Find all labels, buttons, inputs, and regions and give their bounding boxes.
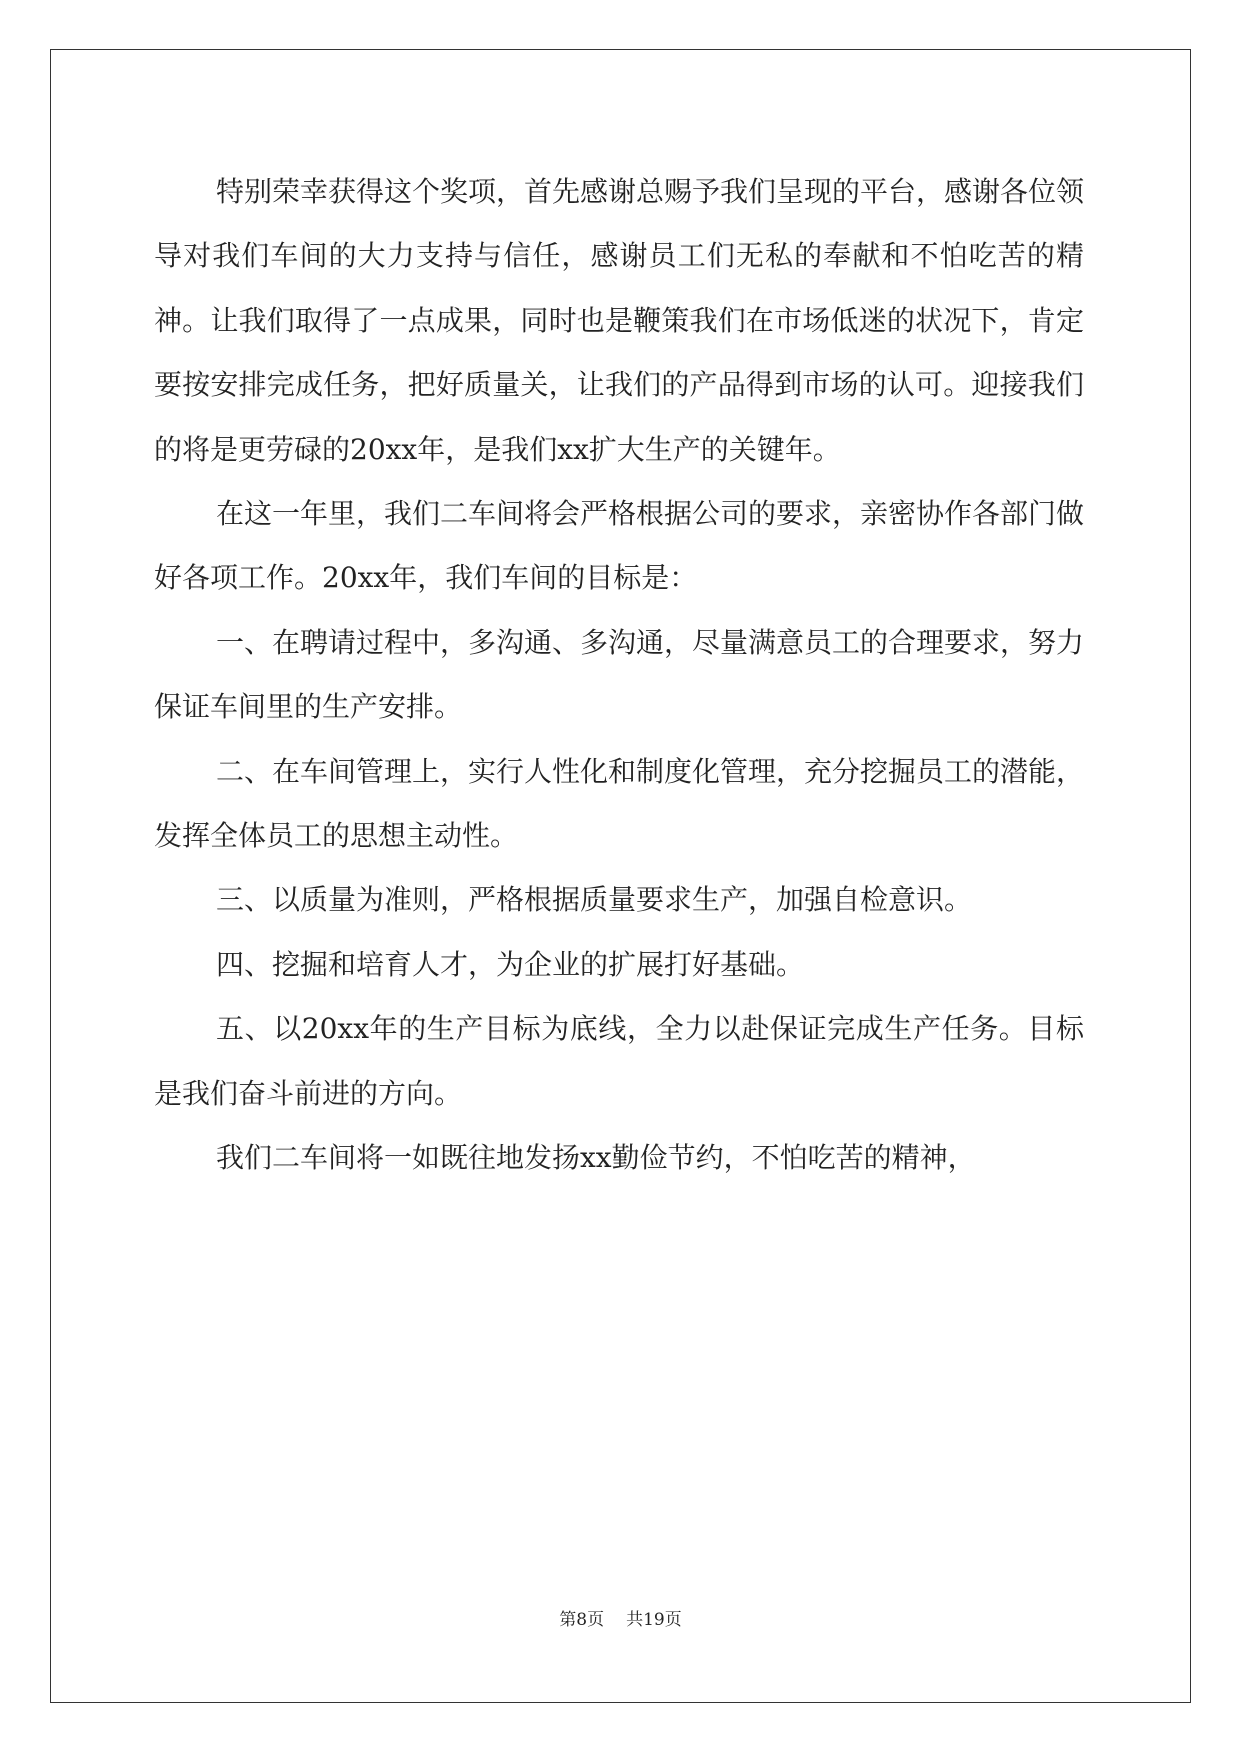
page-footer bbox=[0, 1605, 1241, 1630]
paragraph: 我们二车间将一如既往地发扬xx勤俭节约，不怕吃苦的精神， bbox=[216, 1141, 976, 1175]
current-page-label: 第8页 bbox=[559, 1610, 605, 1630]
paragraph: 特别荣幸获得这个奖项，首先感谢总赐予我们呈现的平台，感谢各位领导对我们车间的大力支持与信任，感谢员工们无私的奉献和不怕吃苦的精神。让我们取得了一点成果，同时也是鞭策我们在市场低迷的状况下，肯定要按安排完成任务，把好质量关，让我们的产品得到市场的认可。迎接我们的将是更劳碌的20xx年，是我们xx扩大生产的关键年。 bbox=[154, 175, 1085, 466]
paragraph: 在这一年里，我们二车间将会严格根据公司的要求，亲密协作各部门做好各项工作。20xx年，我们车间的目标是： bbox=[154, 497, 1085, 595]
document-body bbox=[154, 160, 1084, 1191]
paragraph: 二、在车间管理上，实行人性化和制度化管理，充分挖掘员工的潜能，发挥全体员工的思想主动性。 bbox=[154, 754, 1085, 853]
paragraph: 三、以质量为准则，严格根据质量要求生产，加强自检意识。 bbox=[216, 883, 973, 917]
paragraph: 一、在聘请过程中，多沟通、多沟通，尽量满意员工的合理要求，努力保证车间里的生产安排。 bbox=[154, 625, 1085, 724]
total-pages-label: 共19页 bbox=[626, 1610, 682, 1630]
paragraph: 五、以20xx年的生产目标为底线，全力以赴保证完成生产任务。目标是我们奋斗前进的方向。 bbox=[154, 1012, 1084, 1110]
paragraph: 四、挖掘和培育人才，为企业的扩展打好基础。 bbox=[216, 947, 805, 981]
